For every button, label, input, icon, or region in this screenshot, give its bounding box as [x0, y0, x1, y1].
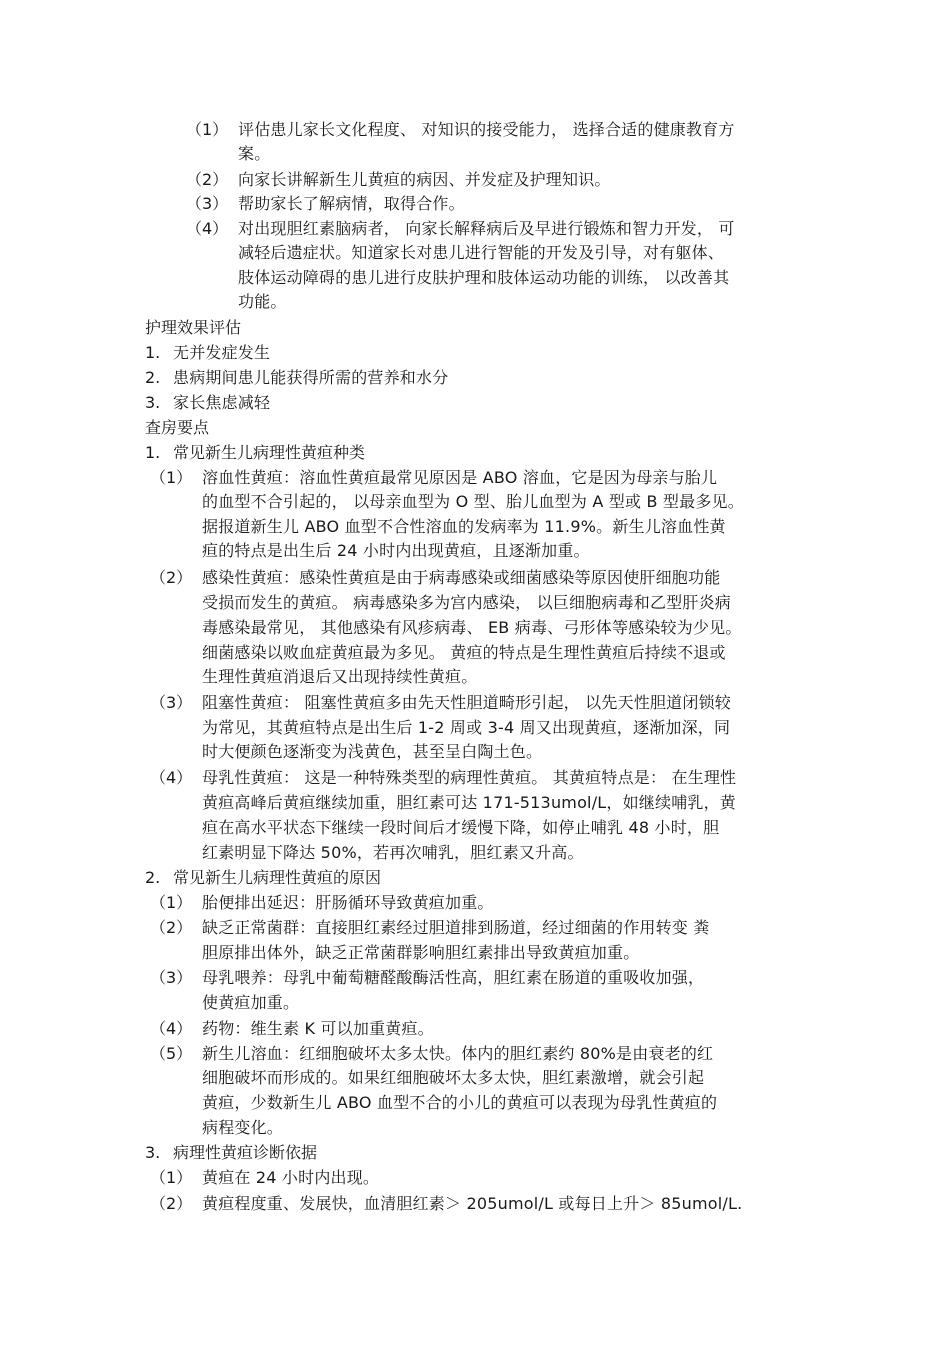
text-line: 为常见，其黄疸特点是出生后 1-2 周或 3-4 周又出现黄疸，逐渐加深，同 [202, 718, 731, 737]
text-line: 红素明显下降达 50%，若再次哺乳，胆红素又升高。 [202, 843, 584, 862]
subsection-title: 病理性黄疸诊断依据 [173, 1143, 318, 1162]
text-line: 向家长讲解新生儿黄疸的病因、并发症及护理知识。 [238, 170, 611, 189]
item-number: 3. [145, 393, 161, 412]
item-number: （4） [150, 1019, 193, 1038]
item-number: （4） [186, 219, 229, 238]
text-line: 母乳性黄疸： 这是一种特殊类型的病理性黄疸。 其黄疸特点是： 在生理性 [202, 768, 737, 787]
item-number: （5） [150, 1044, 193, 1063]
subsection-number: 2. [145, 868, 161, 887]
text-line: 阻塞性黄疸： 阻塞性黄疸多由先天性胆道畸形引起， 以先天性胆道闭锁较 [202, 693, 731, 712]
text-line: 疸的特点是出生后 24 小时内出现黄疸，且逐渐加重。 [202, 541, 590, 560]
item-number: （3） [150, 693, 193, 712]
item-number: （2） [150, 1194, 193, 1213]
item-number: （3） [150, 968, 193, 987]
text-line: 肢体运动障碍的患儿进行皮肤护理和肢体运动功能的训练， 以改善其 [238, 268, 730, 287]
section-heading: 查房要点 [145, 418, 210, 437]
text-line: 受损而发生的黄疸。 病毒感染多为宫内感染， 以巨细胞病毒和乙型肝炎病 [202, 593, 731, 612]
item-number: （1） [186, 120, 229, 139]
text-line: 胆原排出体外，缺乏正常菌群影响胆红素排出导致黄疸加重。 [202, 943, 640, 962]
item-number: （1） [150, 893, 193, 912]
text-line: 时大便颜色逐渐变为浅黄色，甚至呈白陶土色。 [202, 742, 543, 761]
text-line: 感染性黄疸：感染性黄疸是由于病毒感染或细菌感染等原因使肝细胞功能 [202, 568, 721, 587]
text-line: 黄疸在 24 小时内出现。 [202, 1168, 380, 1187]
item-number: （3） [186, 194, 229, 213]
text-line: 帮助家长了解病情，取得合作。 [238, 194, 465, 213]
text-line: 评估患儿家长文化程度、 对知识的接受能力， 选择合适的健康教育方 [238, 120, 735, 139]
text-line: 功能。 [238, 292, 287, 311]
subsection-number: 1. [145, 443, 161, 462]
text-line: 疸在高水平状态下继续一段时间后才缓慢下降，如停止哺乳 48 小时，胆 [202, 818, 720, 837]
text-line: 据报道新生儿 ABO 血型不合性溶血的发病率为 11.9%。新生儿溶血性黄 [202, 517, 726, 536]
text-line: 使黄疸加重。 [202, 993, 300, 1012]
item-number: （2） [150, 568, 193, 587]
text-line: 溶血性黄疸：溶血性黄疸最常见原因是 ABO 溶血，它是因为母亲与胎儿 [202, 468, 718, 487]
item-number: 1. [145, 343, 161, 362]
text-line: 患病期间患儿能获得所需的营养和水分 [173, 368, 449, 387]
text-line: 黄疸，少数新生儿 ABO 血型不合的小儿的黄疸可以表现为母乳性黄疸的 [202, 1093, 718, 1112]
text-line: 细胞破坏而形成的。如果红细胞破坏太多太快，胆红素激增，就会引起 [202, 1068, 705, 1087]
text-line: 无并发症发生 [173, 343, 271, 362]
text-line: 对出现胆红素脑病者， 向家长解释病后及早进行锻炼和智力开发， 可 [238, 219, 735, 238]
item-number: （2） [186, 170, 229, 189]
text-line: 缺乏正常菌群：直接胆红素经过胆道排到肠道，经过细菌的作用转变 粪 [202, 918, 710, 937]
item-number: （2） [150, 918, 193, 937]
text-line: 案。 [238, 144, 271, 163]
item-number: （4） [150, 768, 193, 787]
text-line: 黄疸程度重、发展快，血清胆红素＞ 205umol/L 或每日上升＞ 85umol/L. [202, 1194, 743, 1213]
item-number: （1） [150, 1168, 193, 1187]
text-line: 新生儿溶血：红细胞破坏太多太快。体内的胆红素约 80%是由衰老的红 [202, 1044, 714, 1063]
item-number: 2. [145, 368, 161, 387]
subsection-title: 常见新生儿病理性黄疸种类 [173, 443, 366, 462]
text-line: 减轻后遗症状。知道家长对患儿进行智能的开发及引导，对有躯体、 [238, 243, 725, 262]
text-line: 家长焦虑减轻 [173, 393, 271, 412]
text-line: 生理性黄疸消退后又出现持续性黄疸。 [202, 667, 478, 686]
subsection-title: 常见新生儿病理性黄疸的原因 [173, 868, 382, 887]
text-line: 胎便排出延迟：肝肠循环导致黄疸加重。 [202, 893, 494, 912]
section-heading: 护理效果评估 [145, 318, 242, 337]
text-line: 黄疸高峰后黄疸继续加重，胆红素可达 171-513umol/L，如继续哺乳，黄 [202, 793, 737, 812]
item-number: （1） [150, 468, 193, 487]
text-line: 病程变化。 [202, 1118, 284, 1137]
text-line: 母乳喂养：母乳中葡萄糖醛酸酶活性高，胆红素在肠道的重吸收加强， [202, 968, 705, 987]
text-line: 的血型不合引起的， 以母亲血型为 O 型、胎儿血型为 A 型或 B 型最多见。 [202, 492, 744, 511]
text-line: 药物：维生素 K 可以加重黄疸。 [202, 1019, 434, 1038]
subsection-number: 3. [145, 1143, 161, 1162]
text-line: 细菌感染以败血症黄疸最为多见。 黄疸的特点是生理性黄疸后持续不退或 [202, 643, 726, 662]
text-line: 毒感染最常见， 其他感染有风疹病毒、 EB 病毒、弓形体等感染较为少见。 [202, 618, 742, 637]
